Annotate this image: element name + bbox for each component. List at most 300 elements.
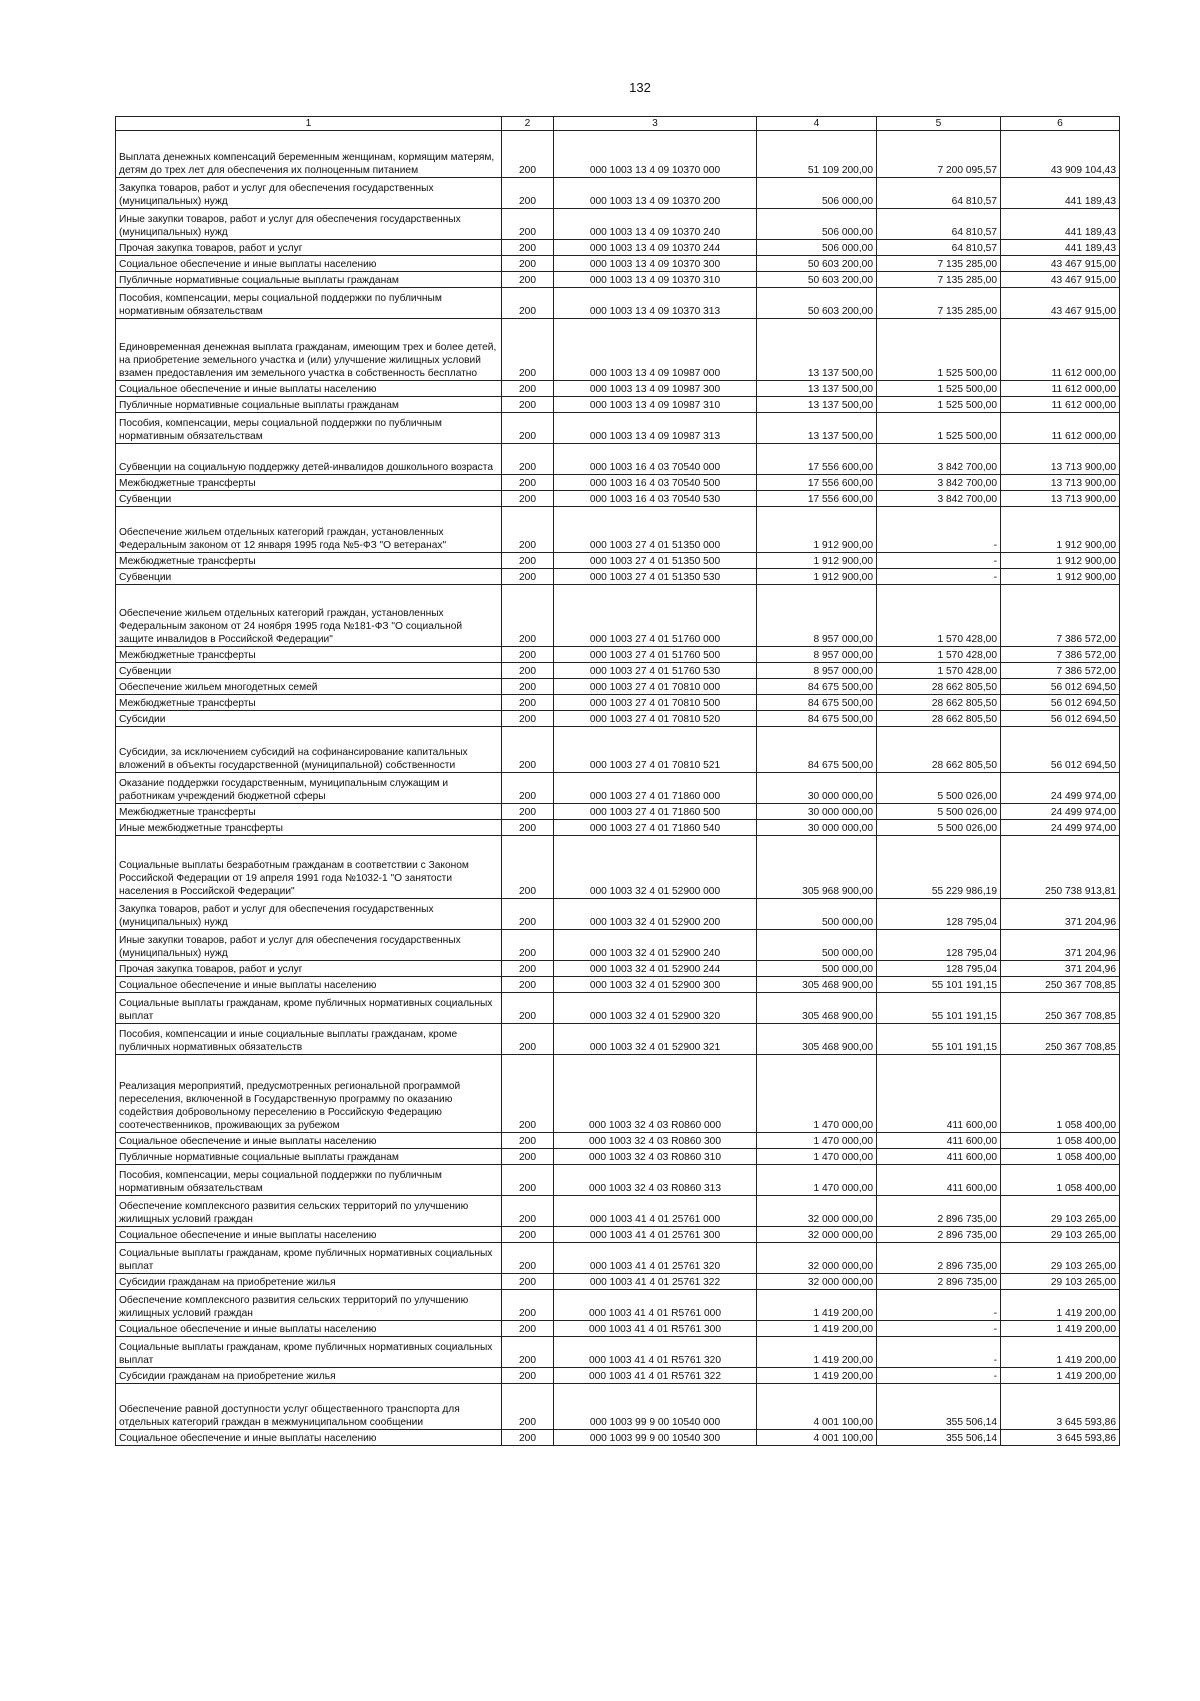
admin-code-cell: 200 bbox=[502, 1274, 554, 1290]
budget-item-name: Публичные нормативные социальные выплаты гражданам bbox=[116, 1149, 502, 1165]
approved-amount-cell: 84 675 500,00 bbox=[757, 695, 877, 711]
executed-amount-cell: 28 662 805,50 bbox=[877, 711, 1001, 727]
admin-code-cell: 200 bbox=[502, 679, 554, 695]
approved-amount-cell: 50 603 200,00 bbox=[757, 272, 877, 288]
budget-item-name: Социальное обеспечение и иные выплаты населению bbox=[116, 1321, 502, 1337]
remaining-amount-cell: 7 386 572,00 bbox=[1001, 585, 1120, 647]
table-row bbox=[116, 977, 1120, 993]
executed-amount-cell: 411 600,00 bbox=[877, 1165, 1001, 1196]
remaining-amount-cell: 371 204,96 bbox=[1001, 961, 1120, 977]
approved-amount-cell: 1 470 000,00 bbox=[757, 1055, 877, 1133]
admin-code-cell: 200 bbox=[502, 397, 554, 413]
table-row bbox=[116, 711, 1120, 727]
approved-amount-cell: 13 137 500,00 bbox=[757, 413, 877, 444]
classification-code-cell: 000 1003 32 4 03 R0860 310 bbox=[554, 1149, 757, 1165]
budget-item-name: Социальное обеспечение и иные выплаты населению bbox=[116, 381, 502, 397]
table-row bbox=[116, 1149, 1120, 1165]
approved-amount-cell: 506 000,00 bbox=[757, 178, 877, 209]
classification-code-cell: 000 1003 16 4 03 70540 000 bbox=[554, 444, 757, 475]
executed-amount-cell: 1 525 500,00 bbox=[877, 319, 1001, 381]
table-row bbox=[116, 1024, 1120, 1055]
admin-code-cell: 200 bbox=[502, 381, 554, 397]
classification-code-cell: 000 1003 13 4 09 10987 000 bbox=[554, 319, 757, 381]
admin-code-cell: 200 bbox=[502, 209, 554, 240]
executed-amount-cell: 3 842 700,00 bbox=[877, 475, 1001, 491]
budget-item-name: Социальные выплаты гражданам, кроме публичных нормативных социальных выплат bbox=[116, 1243, 502, 1274]
column-header: 2 bbox=[502, 117, 554, 131]
remaining-amount-cell: 11 612 000,00 bbox=[1001, 413, 1120, 444]
budget-item-name: Публичные нормативные социальные выплаты гражданам bbox=[116, 397, 502, 413]
admin-code-cell: 200 bbox=[502, 475, 554, 491]
budget-item-name: Обеспечение жильем отдельных категорий граждан, установленных Федеральным законом от 12 января 1995 года №5-ФЗ "О ветеранах" bbox=[116, 507, 502, 553]
budget-item-name: Пособия, компенсации, меры социальной поддержки по публичным нормативным обязательствам bbox=[116, 413, 502, 444]
executed-amount-cell: - bbox=[877, 1368, 1001, 1384]
classification-code-cell: 000 1003 27 4 01 51760 530 bbox=[554, 663, 757, 679]
budget-item-name: Социальное обеспечение и иные выплаты населению bbox=[116, 977, 502, 993]
remaining-amount-cell: 3 645 593,86 bbox=[1001, 1384, 1120, 1430]
table-row bbox=[116, 288, 1120, 319]
admin-code-cell: 200 bbox=[502, 1133, 554, 1149]
budget-item-name: Пособия, компенсации, меры социальной поддержки по публичным нормативным обязательствам bbox=[116, 1165, 502, 1196]
admin-code-cell: 200 bbox=[502, 647, 554, 663]
executed-amount-cell: 64 810,57 bbox=[877, 240, 1001, 256]
classification-code-cell: 000 1003 16 4 03 70540 500 bbox=[554, 475, 757, 491]
executed-amount-cell: 411 600,00 bbox=[877, 1149, 1001, 1165]
remaining-amount-cell: 1 058 400,00 bbox=[1001, 1165, 1120, 1196]
budget-item-name: Субсидии, за исключением субсидий на софинансирование капитальных вложений в объекты государственной (муниципальной) собственности bbox=[116, 727, 502, 773]
table-row bbox=[116, 1321, 1120, 1337]
budget-item-name: Прочая закупка товаров, работ и услуг bbox=[116, 961, 502, 977]
executed-amount-cell: 28 662 805,50 bbox=[877, 679, 1001, 695]
classification-code-cell: 000 1003 32 4 01 52900 244 bbox=[554, 961, 757, 977]
remaining-amount-cell: 1 419 200,00 bbox=[1001, 1368, 1120, 1384]
classification-code-cell: 000 1003 41 4 01 25761 322 bbox=[554, 1274, 757, 1290]
classification-code-cell: 000 1003 27 4 01 51760 500 bbox=[554, 647, 757, 663]
admin-code-cell: 200 bbox=[502, 1384, 554, 1430]
remaining-amount-cell: 371 204,96 bbox=[1001, 899, 1120, 930]
executed-amount-cell: 28 662 805,50 bbox=[877, 695, 1001, 711]
table-row bbox=[116, 899, 1120, 930]
remaining-amount-cell: 441 189,43 bbox=[1001, 209, 1120, 240]
budget-item-name: Иные закупки товаров, работ и услуг для обеспечения государственных (муниципальных) нужд bbox=[116, 209, 502, 240]
page-number: 132 bbox=[629, 80, 651, 95]
approved-amount-cell: 30 000 000,00 bbox=[757, 804, 877, 820]
executed-amount-cell: 7 135 285,00 bbox=[877, 272, 1001, 288]
approved-amount-cell: 500 000,00 bbox=[757, 930, 877, 961]
budget-item-name: Межбюджетные трансферты bbox=[116, 695, 502, 711]
executed-amount-cell: 1 525 500,00 bbox=[877, 413, 1001, 444]
remaining-amount-cell: 1 912 900,00 bbox=[1001, 553, 1120, 569]
table-body bbox=[116, 131, 1120, 1446]
admin-code-cell: 200 bbox=[502, 773, 554, 804]
budget-item-name: Субвенции bbox=[116, 569, 502, 585]
column-header: 5 bbox=[877, 117, 1001, 131]
approved-amount-cell: 13 137 500,00 bbox=[757, 381, 877, 397]
table-row bbox=[116, 1384, 1120, 1430]
table-row bbox=[116, 1368, 1120, 1384]
budget-item-name: Иные межбюджетные трансферты bbox=[116, 820, 502, 836]
approved-amount-cell: 8 957 000,00 bbox=[757, 647, 877, 663]
budget-item-name: Межбюджетные трансферты bbox=[116, 553, 502, 569]
approved-amount-cell: 1 470 000,00 bbox=[757, 1133, 877, 1149]
budget-item-name: Публичные нормативные социальные выплаты гражданам bbox=[116, 272, 502, 288]
approved-amount-cell: 1 912 900,00 bbox=[757, 569, 877, 585]
admin-code-cell: 200 bbox=[502, 930, 554, 961]
table-row bbox=[116, 413, 1120, 444]
table-row bbox=[116, 381, 1120, 397]
admin-code-cell: 200 bbox=[502, 1196, 554, 1227]
remaining-amount-cell: 13 713 900,00 bbox=[1001, 475, 1120, 491]
table-row bbox=[116, 1290, 1120, 1321]
budget-item-name: Реализация мероприятий, предусмотренных региональной программой переселения, включенной в Государственную программу по оказанию содействия добровольному переселению в Российскую Федерацию соотечественников, проживающих за рубежом bbox=[116, 1055, 502, 1133]
admin-code-cell: 200 bbox=[502, 836, 554, 899]
classification-code-cell: 000 1003 41 4 01 25761 320 bbox=[554, 1243, 757, 1274]
table-row bbox=[116, 319, 1120, 381]
budget-item-name: Закупка товаров, работ и услуг для обеспечения государственных (муниципальных) нужд bbox=[116, 899, 502, 930]
budget-item-name: Социальное обеспечение и иные выплаты населению bbox=[116, 256, 502, 272]
classification-code-cell: 000 1003 27 4 01 70810 000 bbox=[554, 679, 757, 695]
classification-code-cell: 000 1003 27 4 01 70810 500 bbox=[554, 695, 757, 711]
approved-amount-cell: 17 556 600,00 bbox=[757, 444, 877, 475]
budget-item-name: Социальное обеспечение и иные выплаты населению bbox=[116, 1430, 502, 1446]
remaining-amount-cell: 11 612 000,00 bbox=[1001, 397, 1120, 413]
remaining-amount-cell: 11 612 000,00 bbox=[1001, 381, 1120, 397]
executed-amount-cell: 3 842 700,00 bbox=[877, 491, 1001, 507]
executed-amount-cell: 1 570 428,00 bbox=[877, 585, 1001, 647]
classification-code-cell: 000 1003 41 4 01 R5761 300 bbox=[554, 1321, 757, 1337]
budget-item-name: Социальные выплаты гражданам, кроме публичных нормативных социальных выплат bbox=[116, 993, 502, 1024]
executed-amount-cell: 7 135 285,00 bbox=[877, 256, 1001, 272]
remaining-amount-cell: 29 103 265,00 bbox=[1001, 1243, 1120, 1274]
classification-code-cell: 000 1003 27 4 01 70810 520 bbox=[554, 711, 757, 727]
remaining-amount-cell: 13 713 900,00 bbox=[1001, 444, 1120, 475]
remaining-amount-cell: 250 367 708,85 bbox=[1001, 993, 1120, 1024]
table-row bbox=[116, 569, 1120, 585]
table-row bbox=[116, 1227, 1120, 1243]
classification-code-cell: 000 1003 27 4 01 71860 500 bbox=[554, 804, 757, 820]
approved-amount-cell: 13 137 500,00 bbox=[757, 319, 877, 381]
classification-code-cell: 000 1003 41 4 01 25761 300 bbox=[554, 1227, 757, 1243]
approved-amount-cell: 84 675 500,00 bbox=[757, 727, 877, 773]
remaining-amount-cell: 1 912 900,00 bbox=[1001, 569, 1120, 585]
table-row bbox=[116, 1243, 1120, 1274]
executed-amount-cell: 411 600,00 bbox=[877, 1055, 1001, 1133]
remaining-amount-cell: 1 058 400,00 bbox=[1001, 1133, 1120, 1149]
budget-item-name: Обеспечение жильем многодетных семей bbox=[116, 679, 502, 695]
admin-code-cell: 200 bbox=[502, 1368, 554, 1384]
column-header: 1 bbox=[116, 117, 502, 131]
classification-code-cell: 000 1003 32 4 01 52900 200 bbox=[554, 899, 757, 930]
budget-item-name: Субвенции bbox=[116, 663, 502, 679]
table-row bbox=[116, 1196, 1120, 1227]
budget-item-name: Прочая закупка товаров, работ и услуг bbox=[116, 240, 502, 256]
approved-amount-cell: 17 556 600,00 bbox=[757, 475, 877, 491]
approved-amount-cell: 1 470 000,00 bbox=[757, 1149, 877, 1165]
budget-item-name: Субсидии гражданам на приобретение жилья bbox=[116, 1274, 502, 1290]
executed-amount-cell: 2 896 735,00 bbox=[877, 1274, 1001, 1290]
classification-code-cell: 000 1003 32 4 01 52900 300 bbox=[554, 977, 757, 993]
table-row bbox=[116, 256, 1120, 272]
executed-amount-cell: 2 896 735,00 bbox=[877, 1243, 1001, 1274]
admin-code-cell: 200 bbox=[502, 569, 554, 585]
approved-amount-cell: 17 556 600,00 bbox=[757, 491, 877, 507]
classification-code-cell: 000 1003 27 4 01 51350 530 bbox=[554, 569, 757, 585]
table-row bbox=[116, 507, 1120, 553]
executed-amount-cell: 1 570 428,00 bbox=[877, 663, 1001, 679]
approved-amount-cell: 50 603 200,00 bbox=[757, 288, 877, 319]
classification-code-cell: 000 1003 99 9 00 10540 300 bbox=[554, 1430, 757, 1446]
executed-amount-cell: - bbox=[877, 1290, 1001, 1321]
executed-amount-cell: 7 135 285,00 bbox=[877, 288, 1001, 319]
approved-amount-cell: 50 603 200,00 bbox=[757, 256, 877, 272]
remaining-amount-cell: 56 012 694,50 bbox=[1001, 711, 1120, 727]
table-row bbox=[116, 663, 1120, 679]
classification-code-cell: 000 1003 32 4 01 52900 321 bbox=[554, 1024, 757, 1055]
table-row bbox=[116, 178, 1120, 209]
executed-amount-cell: 1 525 500,00 bbox=[877, 397, 1001, 413]
admin-code-cell: 200 bbox=[502, 804, 554, 820]
admin-code-cell: 200 bbox=[502, 1337, 554, 1368]
budget-item-name: Субвенции на социальную поддержку детей-инвалидов дошкольного возраста bbox=[116, 444, 502, 475]
executed-amount-cell: 128 795,04 bbox=[877, 961, 1001, 977]
table-row bbox=[116, 727, 1120, 773]
budget-item-name: Субсидии bbox=[116, 711, 502, 727]
admin-code-cell: 200 bbox=[502, 491, 554, 507]
approved-amount-cell: 1 912 900,00 bbox=[757, 507, 877, 553]
table-row bbox=[116, 773, 1120, 804]
executed-amount-cell: 64 810,57 bbox=[877, 178, 1001, 209]
classification-code-cell: 000 1003 41 4 01 25761 000 bbox=[554, 1196, 757, 1227]
table-row bbox=[116, 993, 1120, 1024]
remaining-amount-cell: 29 103 265,00 bbox=[1001, 1196, 1120, 1227]
approved-amount-cell: 305 968 900,00 bbox=[757, 836, 877, 899]
table-row bbox=[116, 491, 1120, 507]
executed-amount-cell: 128 795,04 bbox=[877, 930, 1001, 961]
table-row bbox=[116, 272, 1120, 288]
admin-code-cell: 200 bbox=[502, 131, 554, 178]
remaining-amount-cell: 56 012 694,50 bbox=[1001, 727, 1120, 773]
table-row bbox=[116, 475, 1120, 491]
classification-code-cell: 000 1003 27 4 01 51350 500 bbox=[554, 553, 757, 569]
admin-code-cell: 200 bbox=[502, 1430, 554, 1446]
budget-item-name: Обеспечение равной доступности услуг общественного транспорта для отдельных категорий граждан в межмуниципальном сообщении bbox=[116, 1384, 502, 1430]
admin-code-cell: 200 bbox=[502, 444, 554, 475]
classification-code-cell: 000 1003 13 4 09 10987 310 bbox=[554, 397, 757, 413]
approved-amount-cell: 30 000 000,00 bbox=[757, 820, 877, 836]
admin-code-cell: 200 bbox=[502, 288, 554, 319]
approved-amount-cell: 305 468 900,00 bbox=[757, 1024, 877, 1055]
admin-code-cell: 200 bbox=[502, 1227, 554, 1243]
classification-code-cell: 000 1003 32 4 03 R0860 313 bbox=[554, 1165, 757, 1196]
approved-amount-cell: 1 419 200,00 bbox=[757, 1321, 877, 1337]
approved-amount-cell: 1 419 200,00 bbox=[757, 1368, 877, 1384]
classification-code-cell: 000 1003 27 4 01 51350 000 bbox=[554, 507, 757, 553]
approved-amount-cell: 32 000 000,00 bbox=[757, 1227, 877, 1243]
classification-code-cell: 000 1003 16 4 03 70540 530 bbox=[554, 491, 757, 507]
table-row bbox=[116, 131, 1120, 178]
table-row bbox=[116, 1274, 1120, 1290]
table-row bbox=[116, 836, 1120, 899]
executed-amount-cell: - bbox=[877, 507, 1001, 553]
column-header: 6 bbox=[1001, 117, 1120, 131]
table-row bbox=[116, 695, 1120, 711]
approved-amount-cell: 4 001 100,00 bbox=[757, 1430, 877, 1446]
admin-code-cell: 200 bbox=[502, 711, 554, 727]
approved-amount-cell: 32 000 000,00 bbox=[757, 1274, 877, 1290]
admin-code-cell: 200 bbox=[502, 413, 554, 444]
column-header: 3 bbox=[554, 117, 757, 131]
remaining-amount-cell: 1 912 900,00 bbox=[1001, 507, 1120, 553]
remaining-amount-cell: 1 058 400,00 bbox=[1001, 1149, 1120, 1165]
table-row bbox=[116, 444, 1120, 475]
admin-code-cell: 200 bbox=[502, 993, 554, 1024]
remaining-amount-cell: 250 367 708,85 bbox=[1001, 977, 1120, 993]
approved-amount-cell: 32 000 000,00 bbox=[757, 1243, 877, 1274]
approved-amount-cell: 506 000,00 bbox=[757, 240, 877, 256]
executed-amount-cell: 55 101 191,15 bbox=[877, 977, 1001, 993]
budget-item-name: Социальные выплаты гражданам, кроме публичных нормативных социальных выплат bbox=[116, 1337, 502, 1368]
table-row bbox=[116, 397, 1120, 413]
executed-amount-cell: 28 662 805,50 bbox=[877, 727, 1001, 773]
approved-amount-cell: 1 470 000,00 bbox=[757, 1165, 877, 1196]
approved-amount-cell: 84 675 500,00 bbox=[757, 711, 877, 727]
remaining-amount-cell: 3 645 593,86 bbox=[1001, 1430, 1120, 1446]
remaining-amount-cell: 24 499 974,00 bbox=[1001, 804, 1120, 820]
budget-item-name: Иные закупки товаров, работ и услуг для обеспечения государственных (муниципальных) нужд bbox=[116, 930, 502, 961]
approved-amount-cell: 32 000 000,00 bbox=[757, 1196, 877, 1227]
budget-execution-table bbox=[115, 116, 1120, 1446]
remaining-amount-cell: 1 419 200,00 bbox=[1001, 1321, 1120, 1337]
budget-item-name: Выплата денежных компенсаций беременным женщинам, кормящим матерям, детям до трех лет для обеспечения их полноценным питанием bbox=[116, 131, 502, 178]
budget-item-name: Межбюджетные трансферты bbox=[116, 647, 502, 663]
approved-amount-cell: 4 001 100,00 bbox=[757, 1384, 877, 1430]
budget-item-name: Субсидии гражданам на приобретение жилья bbox=[116, 1368, 502, 1384]
executed-amount-cell: 55 101 191,15 bbox=[877, 1024, 1001, 1055]
approved-amount-cell: 8 957 000,00 bbox=[757, 663, 877, 679]
classification-code-cell: 000 1003 27 4 01 70810 521 bbox=[554, 727, 757, 773]
classification-code-cell: 000 1003 13 4 09 10370 000 bbox=[554, 131, 757, 178]
table-row bbox=[116, 585, 1120, 647]
classification-code-cell: 000 1003 41 4 01 R5761 320 bbox=[554, 1337, 757, 1368]
approved-amount-cell: 500 000,00 bbox=[757, 899, 877, 930]
budget-item-name: Закупка товаров, работ и услуг для обеспечения государственных (муниципальных) нужд bbox=[116, 178, 502, 209]
classification-code-cell: 000 1003 32 4 01 52900 240 bbox=[554, 930, 757, 961]
remaining-amount-cell: 250 367 708,85 bbox=[1001, 1024, 1120, 1055]
table-row bbox=[116, 1337, 1120, 1368]
approved-amount-cell: 51 109 200,00 bbox=[757, 131, 877, 178]
classification-code-cell: 000 1003 13 4 09 10370 200 bbox=[554, 178, 757, 209]
executed-amount-cell: 355 506,14 bbox=[877, 1384, 1001, 1430]
executed-amount-cell: 55 229 986,19 bbox=[877, 836, 1001, 899]
remaining-amount-cell: 24 499 974,00 bbox=[1001, 773, 1120, 804]
budget-item-name: Межбюджетные трансферты bbox=[116, 804, 502, 820]
executed-amount-cell: 55 101 191,15 bbox=[877, 993, 1001, 1024]
executed-amount-cell: - bbox=[877, 553, 1001, 569]
table-row bbox=[116, 553, 1120, 569]
approved-amount-cell: 1 419 200,00 bbox=[757, 1290, 877, 1321]
classification-code-cell: 000 1003 13 4 09 10987 300 bbox=[554, 381, 757, 397]
remaining-amount-cell: 56 012 694,50 bbox=[1001, 695, 1120, 711]
remaining-amount-cell: 24 499 974,00 bbox=[1001, 820, 1120, 836]
classification-code-cell: 000 1003 27 4 01 71860 000 bbox=[554, 773, 757, 804]
budget-item-name: Единовременная денежная выплата гражданам, имеющим трех и более детей, на приобретение земельного участка и (или) улучшение жилищных условий взамен предоставления им земельного участка в собственность бесплатно bbox=[116, 319, 502, 381]
remaining-amount-cell: 43 467 915,00 bbox=[1001, 272, 1120, 288]
classification-code-cell: 000 1003 32 4 01 52900 000 bbox=[554, 836, 757, 899]
table-row bbox=[116, 240, 1120, 256]
table-row bbox=[116, 1430, 1120, 1446]
table-row bbox=[116, 1055, 1120, 1133]
remaining-amount-cell: 1 419 200,00 bbox=[1001, 1337, 1120, 1368]
budget-item-name: Пособия, компенсации, меры социальной поддержки по публичным нормативным обязательствам bbox=[116, 288, 502, 319]
classification-code-cell: 000 1003 32 4 03 R0860 000 bbox=[554, 1055, 757, 1133]
admin-code-cell: 200 bbox=[502, 507, 554, 553]
classification-code-cell: 000 1003 27 4 01 51760 000 bbox=[554, 585, 757, 647]
remaining-amount-cell: 43 467 915,00 bbox=[1001, 288, 1120, 319]
admin-code-cell: 200 bbox=[502, 695, 554, 711]
budget-item-name: Пособия, компенсации и иные социальные выплаты гражданам, кроме публичных нормативных обязательств bbox=[116, 1024, 502, 1055]
table-row bbox=[116, 804, 1120, 820]
executed-amount-cell: 1 525 500,00 bbox=[877, 381, 1001, 397]
approved-amount-cell: 305 468 900,00 bbox=[757, 993, 877, 1024]
remaining-amount-cell: 13 713 900,00 bbox=[1001, 491, 1120, 507]
classification-code-cell: 000 1003 32 4 01 52900 320 bbox=[554, 993, 757, 1024]
table-row bbox=[116, 209, 1120, 240]
approved-amount-cell: 1 912 900,00 bbox=[757, 553, 877, 569]
admin-code-cell: 200 bbox=[502, 553, 554, 569]
table-row bbox=[116, 679, 1120, 695]
admin-code-cell: 200 bbox=[502, 256, 554, 272]
admin-code-cell: 200 bbox=[502, 820, 554, 836]
approved-amount-cell: 1 419 200,00 bbox=[757, 1337, 877, 1368]
executed-amount-cell: 355 506,14 bbox=[877, 1430, 1001, 1446]
executed-amount-cell: 3 842 700,00 bbox=[877, 444, 1001, 475]
table-row bbox=[116, 930, 1120, 961]
remaining-amount-cell: 29 103 265,00 bbox=[1001, 1274, 1120, 1290]
budget-item-name: Социальные выплаты безработным гражданам в соответствии с Законом Российской Федерации от 19 апреля 1991 года №1032-1 "О занятости населения в Российской Федерации" bbox=[116, 836, 502, 899]
column-header: 4 bbox=[757, 117, 877, 131]
remaining-amount-cell: 441 189,43 bbox=[1001, 240, 1120, 256]
executed-amount-cell: - bbox=[877, 1321, 1001, 1337]
admin-code-cell: 200 bbox=[502, 1321, 554, 1337]
classification-code-cell: 000 1003 13 4 09 10370 310 bbox=[554, 272, 757, 288]
admin-code-cell: 200 bbox=[502, 178, 554, 209]
executed-amount-cell: 7 200 095,57 bbox=[877, 131, 1001, 178]
remaining-amount-cell: 43 909 104,43 bbox=[1001, 131, 1120, 178]
admin-code-cell: 200 bbox=[502, 961, 554, 977]
remaining-amount-cell: 7 386 572,00 bbox=[1001, 663, 1120, 679]
admin-code-cell: 200 bbox=[502, 1290, 554, 1321]
admin-code-cell: 200 bbox=[502, 1055, 554, 1133]
approved-amount-cell: 84 675 500,00 bbox=[757, 679, 877, 695]
approved-amount-cell: 13 137 500,00 bbox=[757, 397, 877, 413]
remaining-amount-cell: 371 204,96 bbox=[1001, 930, 1120, 961]
classification-code-cell: 000 1003 13 4 09 10370 300 bbox=[554, 256, 757, 272]
table-row bbox=[116, 961, 1120, 977]
approved-amount-cell: 500 000,00 bbox=[757, 961, 877, 977]
executed-amount-cell: 2 896 735,00 bbox=[877, 1196, 1001, 1227]
remaining-amount-cell: 7 386 572,00 bbox=[1001, 647, 1120, 663]
approved-amount-cell: 8 957 000,00 bbox=[757, 585, 877, 647]
executed-amount-cell: 5 500 026,00 bbox=[877, 804, 1001, 820]
executed-amount-cell: 411 600,00 bbox=[877, 1133, 1001, 1149]
executed-amount-cell: 5 500 026,00 bbox=[877, 773, 1001, 804]
remaining-amount-cell: 441 189,43 bbox=[1001, 178, 1120, 209]
approved-amount-cell: 30 000 000,00 bbox=[757, 773, 877, 804]
admin-code-cell: 200 bbox=[502, 1243, 554, 1274]
table-row bbox=[116, 1133, 1120, 1149]
approved-amount-cell: 305 468 900,00 bbox=[757, 977, 877, 993]
admin-code-cell: 200 bbox=[502, 1149, 554, 1165]
